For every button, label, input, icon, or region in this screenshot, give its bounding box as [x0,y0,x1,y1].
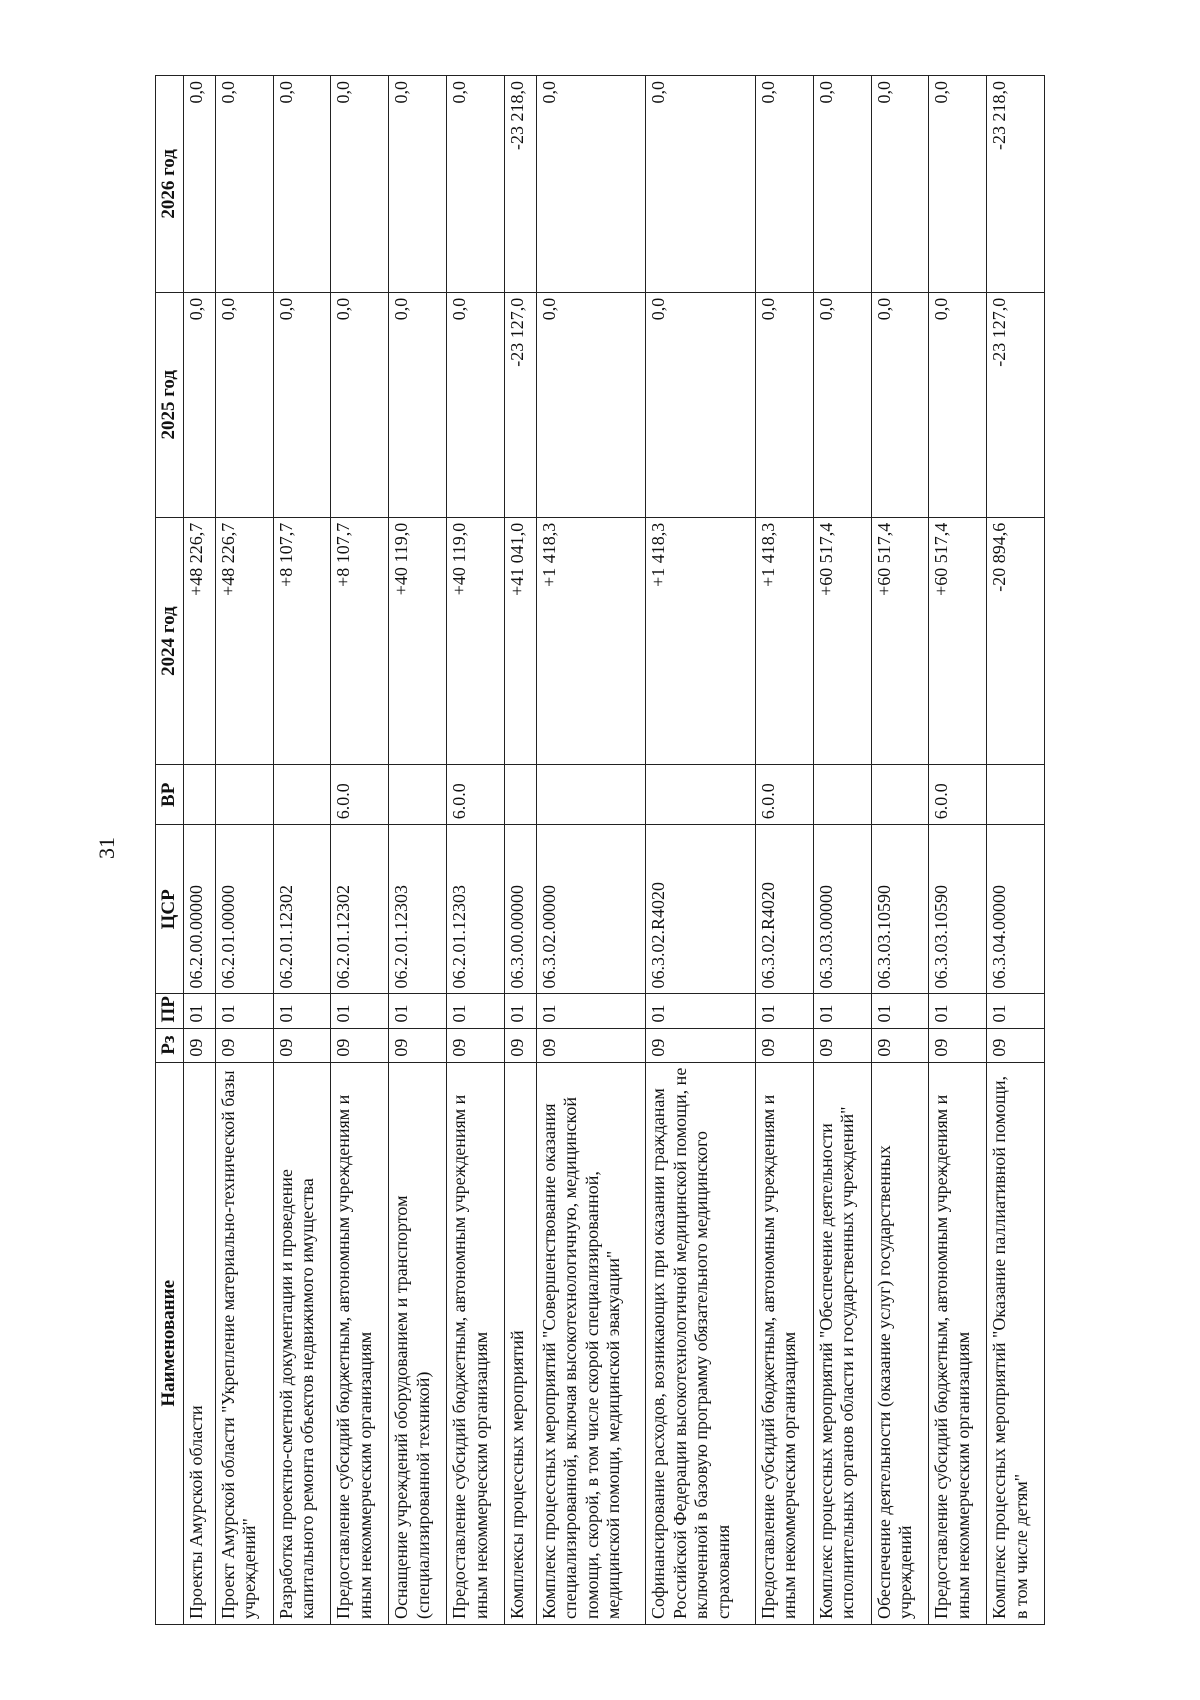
cell-2026: 0,0 [646,76,756,293]
cell-pr: 01 [183,994,215,1028]
cell-name: Комплекс процессных мероприятий "Совершенствование оказания специализированной, включая высокотехнологичную, медицинской помощи, скорой, в том числе скорой специализированной, медицинской помощи, медицинской эвакуации" [536,1062,646,1624]
table-row [987,76,1045,1625]
cell-pr: 01 [755,994,813,1028]
cell-2025: 0,0 [183,292,215,517]
cell-2025: -23 127,0 [504,292,536,517]
cell-2026: 0,0 [331,76,389,293]
cell-pr: 01 [813,994,871,1028]
cell-vr [646,765,756,825]
cell-2026: 0,0 [871,76,929,293]
budget-table [155,75,1045,1625]
cell-2026: 0,0 [536,76,646,293]
cell-2025: 0,0 [646,292,756,517]
cell-vr [273,765,331,825]
cell-name: Проект Амурской области "Укрепление материально-технической базы учреждений" [215,1062,273,1624]
cell-name: Предоставление субсидий бюджетным, автономным учреждениям и иным некоммерческим организациям [331,1062,389,1624]
cell-2024: +40 119,0 [389,517,447,765]
cell-csr: 06.2.01.12303 [389,825,447,994]
cell-2024: +8 107,7 [331,517,389,765]
cell-2026: 0,0 [389,76,447,293]
cell-2024: +48 226,7 [183,517,215,765]
cell-name: Комплекс процессных мероприятий "Обеспечение деятельности исполнительных органов области и государственных учреждений" [813,1062,871,1624]
table-row [929,76,987,1625]
table-row [215,76,273,1625]
cell-name: Разработка проектно-сметной документации и проведение капитального ремонта объектов недвижимого имущества [273,1062,331,1624]
cell-name: Предоставление субсидий бюджетным, автономным учреждениям и иным некоммерческим организациям [446,1062,504,1624]
cell-2025: 0,0 [273,292,331,517]
cell-vr: 6.0.0 [331,765,389,825]
cell-2025: 0,0 [389,292,447,517]
cell-rz: 09 [389,1028,447,1062]
cell-2025: 0,0 [755,292,813,517]
cell-pr: 01 [504,994,536,1028]
cell-rz: 09 [446,1028,504,1062]
header-2025: 2025 год [156,292,184,517]
cell-rz: 09 [871,1028,929,1062]
cell-pr: 01 [389,994,447,1028]
cell-2024: +1 418,3 [536,517,646,765]
budget-table-container [155,75,1045,1625]
table-row [646,76,756,1625]
cell-name: Комплекс процессных мероприятий "Оказание паллиативной помощи, в том числе детям" [987,1062,1045,1624]
cell-2024: +60 517,4 [871,517,929,765]
cell-rz: 09 [273,1028,331,1062]
cell-csr: 06.3.03.10590 [871,825,929,994]
cell-csr: 06.3.00.00000 [504,825,536,994]
cell-name: Обеспечение деятельности (оказание услуг) государственных учреждений [871,1062,929,1624]
table-row [813,76,871,1625]
cell-vr [871,765,929,825]
cell-pr: 01 [446,994,504,1028]
cell-2025: 0,0 [446,292,504,517]
table-row [755,76,813,1625]
header-pr: ПР [156,994,184,1028]
table-row [446,76,504,1625]
cell-csr: 06.2.01.12302 [331,825,389,994]
cell-csr: 06.2.00.00000 [183,825,215,994]
cell-csr: 06.3.04.00000 [987,825,1045,994]
cell-2026: -23 218,0 [987,76,1045,293]
page-number: 31 [94,837,119,859]
header-csr: ЦСР [156,825,184,994]
cell-2025: -23 127,0 [987,292,1045,517]
cell-2024: +40 119,0 [446,517,504,765]
cell-2024: +60 517,4 [813,517,871,765]
cell-2026: -23 218,0 [504,76,536,293]
cell-2026: 0,0 [813,76,871,293]
cell-2025: 0,0 [536,292,646,517]
cell-csr: 06.2.01.00000 [215,825,273,994]
cell-vr: 6.0.0 [446,765,504,825]
cell-2025: 0,0 [215,292,273,517]
cell-csr: 06.3.03.00000 [813,825,871,994]
cell-vr [987,765,1045,825]
cell-rz: 09 [755,1028,813,1062]
cell-csr: 06.3.03.10590 [929,825,987,994]
header-rz: Рз [156,1028,184,1062]
cell-rz: 09 [646,1028,756,1062]
table-row [504,76,536,1625]
header-2026: 2026 год [156,76,184,293]
cell-rz: 09 [536,1028,646,1062]
cell-pr: 01 [929,994,987,1028]
cell-pr: 01 [273,994,331,1028]
cell-vr [389,765,447,825]
cell-rz: 09 [504,1028,536,1062]
cell-2026: 0,0 [273,76,331,293]
header-vr: ВР [156,765,184,825]
table-row [331,76,389,1625]
cell-2026: 0,0 [446,76,504,293]
cell-vr [504,765,536,825]
cell-name: Предоставление субсидий бюджетным, автономным учреждениям и иным некоммерческим организациям [929,1062,987,1624]
table-row [389,76,447,1625]
cell-2025: 0,0 [813,292,871,517]
cell-2026: 0,0 [929,76,987,293]
table-row [183,76,215,1625]
cell-pr: 01 [646,994,756,1028]
cell-2024: +1 418,3 [646,517,756,765]
cell-2024: -20 894,6 [987,517,1045,765]
cell-2026: 0,0 [755,76,813,293]
cell-pr: 01 [215,994,273,1028]
cell-rz: 09 [929,1028,987,1062]
cell-rz: 09 [813,1028,871,1062]
cell-2026: 0,0 [215,76,273,293]
cell-2025: 0,0 [871,292,929,517]
cell-rz: 09 [183,1028,215,1062]
cell-vr [215,765,273,825]
cell-csr: 06.2.01.12303 [446,825,504,994]
cell-name: Проекты Амурской области [183,1062,215,1624]
cell-2025: 0,0 [929,292,987,517]
table-row [871,76,929,1625]
cell-pr: 01 [536,994,646,1028]
cell-csr: 06.3.02.R4020 [646,825,756,994]
cell-2024: +8 107,7 [273,517,331,765]
cell-name: Предоставление субсидий бюджетным, автономным учреждениям и иным некоммерческим организациям [755,1062,813,1624]
cell-pr: 01 [871,994,929,1028]
cell-vr: 6.0.0 [929,765,987,825]
cell-rz: 09 [331,1028,389,1062]
cell-name: Комплексы процессных мероприятий [504,1062,536,1624]
cell-name: Оснащение учреждений оборудованием и транспортом (специализированной техникой) [389,1062,447,1624]
cell-rz: 09 [987,1028,1045,1062]
cell-vr [536,765,646,825]
cell-csr: 06.2.01.12302 [273,825,331,994]
table-row [273,76,331,1625]
header-2024: 2024 год [156,517,184,765]
cell-csr: 06.3.02.R4020 [755,825,813,994]
table-row [536,76,646,1625]
cell-pr: 01 [987,994,1045,1028]
cell-2024: +41 041,0 [504,517,536,765]
cell-rz: 09 [215,1028,273,1062]
cell-vr [813,765,871,825]
cell-2025: 0,0 [331,292,389,517]
cell-2024: +60 517,4 [929,517,987,765]
cell-name: Софинансирование расходов, возникающих при оказании гражданам Российской Федерации высокотехнологичной медицинской помощи, не включенной в базовую программу обязательного медицинского страхования [646,1062,756,1624]
cell-vr [183,765,215,825]
cell-vr: 6.0.0 [755,765,813,825]
header-name: Наименование [156,1062,184,1624]
cell-csr: 06.3.02.00000 [536,825,646,994]
cell-pr: 01 [331,994,389,1028]
cell-2026: 0,0 [183,76,215,293]
cell-2024: +48 226,7 [215,517,273,765]
table-body [183,76,1044,1625]
table-header-row [156,76,184,1625]
cell-2024: +1 418,3 [755,517,813,765]
